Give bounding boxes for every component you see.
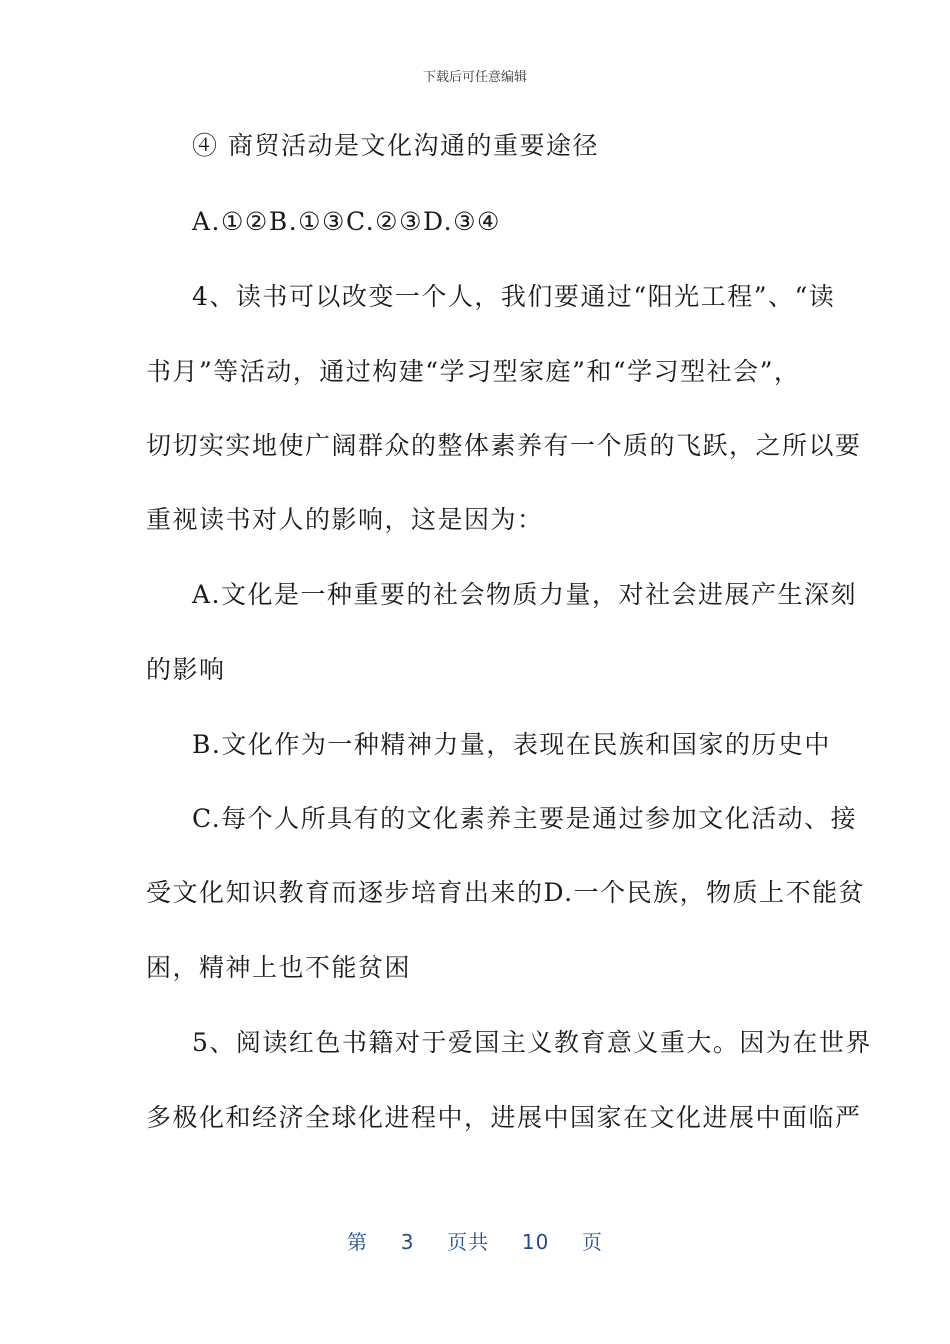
text-line-10: C.每个人所具有的文化素养主要是通过参加文化活动、接 <box>192 804 858 833</box>
footer-current-page: 3 <box>400 1230 415 1254</box>
text-line-9: B.文化作为一种精神力量，表现在民族和国家的历史中 <box>192 730 831 759</box>
text-line-4: 书月”等活动，通过构建“学习型家庭”和“学习型社会”， <box>146 357 801 386</box>
text-line-1: ④ 商贸活动是文化沟通的重要途径 <box>192 131 599 160</box>
text-line-6: 重视读书对人的影响，这是因为： <box>146 505 544 534</box>
footer-suffix: 页 <box>582 1230 604 1254</box>
text-line-14: 多极化和经济全球化进程中，进展中国家在文化进展中面临严 <box>146 1103 862 1132</box>
text-line-7: A.文化是一种重要的社会物质力量，对社会进展产生深刻 <box>192 580 858 609</box>
text-line-12: 困，精神上也不能贫困 <box>146 953 412 982</box>
text-line-8: 的影响 <box>146 655 226 684</box>
footer-middle: 页共 <box>447 1230 490 1254</box>
text-line-5: 切切实实地使广阔群众的整体素养有一个质的飞跃，之所以要 <box>146 431 862 460</box>
text-line-3: 4、读书可以改变一个人，我们要通过“阳光工程”、“读 <box>192 282 836 311</box>
text-line-2: A.①②B.①③C.②③D.③④ <box>192 207 501 236</box>
text-line-13: 5、阅读红色书籍对于爱国主义教育意义重大。因为在世界 <box>192 1028 872 1057</box>
footer-total-pages: 10 <box>521 1230 550 1254</box>
header-note: 下载后可任意编辑 <box>422 70 527 85</box>
page-footer <box>0 1226 950 1255</box>
text-line-11: 受文化知识教育而逐步培育出来的D.一个民族，物质上不能贫 <box>146 878 866 907</box>
footer-prefix: 第 <box>346 1230 368 1254</box>
